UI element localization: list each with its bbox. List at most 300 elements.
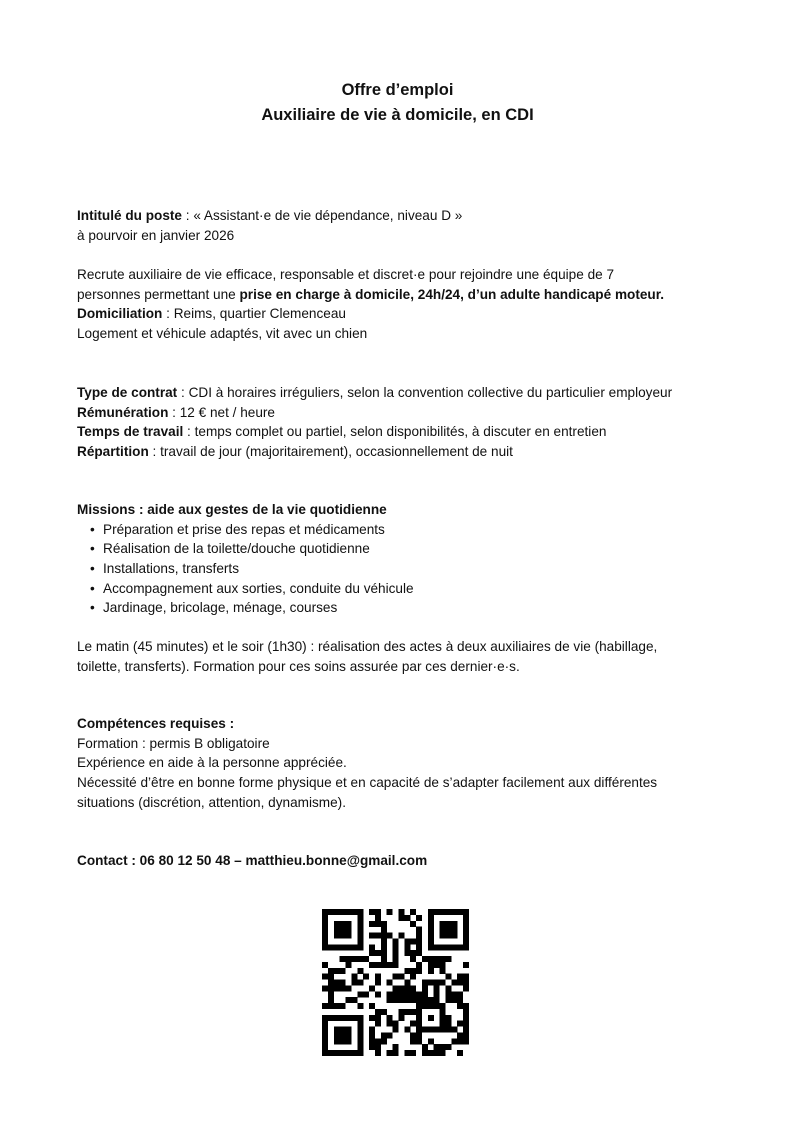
qr-module <box>328 997 334 1003</box>
qr-module <box>340 921 346 927</box>
poste-line <box>77 206 757 226</box>
temps-line <box>77 422 757 442</box>
qr-module <box>334 980 340 986</box>
qr-module <box>457 997 463 1003</box>
qr-module <box>404 997 410 1003</box>
competence-line: Nécessité d’être en bonne forme physique et en capacité de s’adapter facilement aux différentes <box>77 775 658 791</box>
qr-module <box>393 956 399 962</box>
qr-module <box>357 1021 363 1027</box>
qr-module <box>440 968 446 974</box>
qr-module <box>463 985 469 991</box>
qr-module <box>393 985 399 991</box>
qr-module <box>428 962 434 968</box>
qr-module <box>393 950 399 956</box>
qr-module <box>451 927 457 933</box>
document-subtitle: Auxiliaire de vie à domicile, en CDI <box>261 106 534 124</box>
qr-module <box>404 915 410 921</box>
qr-module <box>440 1027 446 1033</box>
qr-code-icon[interactable] <box>322 909 469 1056</box>
qr-module <box>440 1021 446 1027</box>
section-contrat <box>77 383 757 462</box>
qr-module <box>428 1038 434 1044</box>
repartition-value: travail de jour (majoritairement), occasionnellement de nuit <box>160 444 513 460</box>
qr-module <box>375 950 381 956</box>
qr-module <box>463 927 469 933</box>
qr-module <box>463 921 469 927</box>
qr-module <box>363 956 369 962</box>
qr-module <box>381 933 387 939</box>
qr-module <box>381 1038 387 1044</box>
missions-list <box>77 520 757 618</box>
repartition-label: Répartition <box>77 444 149 460</box>
qr-module <box>393 938 399 944</box>
qr-module <box>369 1038 375 1044</box>
contact-info: Contact : 06 80 12 50 48 – matthieu.bonne@gmail.com <box>77 853 428 868</box>
qr-module <box>322 1050 328 1056</box>
qr-module <box>346 997 352 1003</box>
contrat-type-line <box>77 383 757 403</box>
qr-module <box>428 1050 434 1056</box>
qr-module <box>463 1003 469 1009</box>
section-poste <box>77 206 757 245</box>
description-line-2 <box>77 285 757 305</box>
qr-module <box>422 1044 428 1050</box>
qr-module <box>346 1050 352 1056</box>
qr-module <box>357 921 363 927</box>
qr-module <box>428 968 434 974</box>
qr-module <box>416 938 422 944</box>
qr-module <box>340 933 346 939</box>
qr-module <box>340 1003 346 1009</box>
qr-module <box>357 927 363 933</box>
qr-module <box>398 933 404 939</box>
qr-module <box>322 909 328 915</box>
qr-module <box>393 997 399 1003</box>
qr-module <box>457 944 463 950</box>
qr-module <box>340 1032 346 1038</box>
qr-module <box>328 1003 334 1009</box>
qr-module <box>369 909 375 915</box>
qr-module <box>369 921 375 927</box>
qr-module <box>463 1009 469 1015</box>
qr-module <box>404 1050 410 1056</box>
qr-module <box>410 1009 416 1015</box>
qr-module <box>463 1015 469 1021</box>
qr-module <box>440 1044 446 1050</box>
qr-module <box>398 974 404 980</box>
qr-module <box>416 1003 422 1009</box>
section-contact <box>77 851 757 871</box>
qr-module <box>328 980 334 986</box>
qr-module <box>422 1003 428 1009</box>
qr-module <box>322 974 328 980</box>
qr-module <box>422 1027 428 1033</box>
qr-module <box>416 968 422 974</box>
temps-label: Temps de travail <box>77 424 184 440</box>
poste-label: Intitulé du poste <box>77 208 182 223</box>
bullet-icon: • <box>90 600 95 616</box>
qr-module <box>357 956 363 962</box>
qr-module <box>410 1038 416 1044</box>
poste-value: « Assistant·e de vie dépendance, niveau D » <box>193 208 463 223</box>
qr-module <box>375 909 381 915</box>
qr-module <box>357 944 363 950</box>
qr-module <box>375 915 381 921</box>
qr-module <box>445 1027 451 1033</box>
qr-module <box>322 962 328 968</box>
qr-module <box>434 962 440 968</box>
qr-module <box>357 909 363 915</box>
qr-module <box>346 1038 352 1044</box>
qr-module <box>322 927 328 933</box>
qr-module <box>375 1009 381 1015</box>
qr-module <box>434 1027 440 1033</box>
qr-module <box>369 944 375 950</box>
soins-line-2: toilette, transferts). Formation pour ces soins assurée par ces dernier·e·s. <box>77 658 520 674</box>
qr-module <box>351 1050 357 1056</box>
qr-module <box>322 938 328 944</box>
qr-module <box>393 991 399 997</box>
qr-module <box>440 980 446 986</box>
mission-text: Installations, transferts <box>103 561 239 577</box>
qr-module <box>445 933 451 939</box>
contrat-type-value: CDI à horaires irréguliers, selon la convention collective du particulier employeur <box>188 385 673 400</box>
qr-module <box>381 921 387 927</box>
qr-module <box>346 921 352 927</box>
qr-module <box>393 1044 399 1050</box>
qr-module <box>340 1015 346 1021</box>
qr-module <box>346 1015 352 1021</box>
qr-module <box>410 974 416 980</box>
qr-module <box>457 1003 463 1009</box>
qr-module <box>434 1003 440 1009</box>
qr-module <box>357 991 363 997</box>
qr-module <box>393 944 399 950</box>
qr-module <box>428 921 434 927</box>
qr-module <box>322 1003 328 1009</box>
qr-module <box>463 915 469 921</box>
qr-module <box>340 980 346 986</box>
qr-module <box>346 933 352 939</box>
qr-module <box>428 1027 434 1033</box>
qr-module <box>363 974 369 980</box>
qr-module <box>434 985 440 991</box>
remuneration-label: Rémunération <box>77 404 169 420</box>
description-line-2-start: personnes permettant une <box>77 286 240 302</box>
qr-module <box>445 956 451 962</box>
qr-module <box>334 1032 340 1038</box>
qr-module <box>375 962 381 968</box>
qr-module <box>451 1038 457 1044</box>
qr-module <box>463 980 469 986</box>
qr-module <box>451 909 457 915</box>
qr-module <box>369 933 375 939</box>
qr-module <box>445 1044 451 1050</box>
qr-module <box>416 1027 422 1033</box>
qr-module <box>381 956 387 962</box>
qr-module <box>357 938 363 944</box>
qr-module <box>416 915 422 921</box>
mission-text: Jardinage, bricolage, ménage, courses <box>103 600 338 616</box>
qr-module <box>434 909 440 915</box>
qr-module <box>416 950 422 956</box>
qr-module <box>340 968 346 974</box>
qr-module <box>463 1032 469 1038</box>
qr-module <box>445 944 451 950</box>
qr-module <box>404 944 410 950</box>
qr-module <box>416 1009 422 1015</box>
list-item <box>77 579 757 599</box>
qr-module <box>375 1015 381 1021</box>
qr-module <box>369 1044 375 1050</box>
domiciliation-label: Domiciliation <box>77 306 163 322</box>
qr-module <box>328 985 334 991</box>
qr-module <box>369 962 375 968</box>
qr-module <box>381 950 387 956</box>
qr-module <box>410 968 416 974</box>
qr-module <box>381 927 387 933</box>
qr-module <box>387 991 393 997</box>
qr-module <box>393 1050 399 1056</box>
qr-module <box>369 1015 375 1021</box>
qr-module <box>457 974 463 980</box>
qr-module <box>445 927 451 933</box>
qr-module <box>410 921 416 927</box>
qr-module <box>322 933 328 939</box>
qr-module <box>351 1015 357 1021</box>
description-line-1: Recrute auxiliaire de vie efficace, responsable et discret·e pour rejoindre une équipe de 7 <box>77 267 615 282</box>
qr-module <box>375 1038 381 1044</box>
qr-module <box>322 985 328 991</box>
qr-module <box>416 944 422 950</box>
qr-module <box>404 1027 410 1033</box>
qr-module <box>340 927 346 933</box>
qr-module <box>428 909 434 915</box>
qr-module <box>451 980 457 986</box>
qr-module <box>457 991 463 997</box>
qr-module <box>381 944 387 950</box>
qr-module <box>334 985 340 991</box>
qr-module <box>404 950 410 956</box>
qr-module <box>322 1021 328 1027</box>
qr-module <box>322 1015 328 1021</box>
qr-module <box>428 980 434 986</box>
qr-module <box>351 956 357 962</box>
qr-module <box>451 921 457 927</box>
qr-module <box>445 991 451 997</box>
qr-module <box>445 1015 451 1021</box>
qr-module <box>328 909 334 915</box>
competences-heading: Compétences requises : <box>77 716 235 731</box>
qr-module <box>451 991 457 997</box>
qr-module <box>410 909 416 915</box>
qr-module <box>334 1050 340 1056</box>
qr-module <box>463 962 469 968</box>
qr-module <box>393 962 399 968</box>
qr-module <box>322 921 328 927</box>
qr-module <box>369 1027 375 1033</box>
qr-module <box>387 980 393 986</box>
domiciliation-line <box>77 304 757 324</box>
repartition-line <box>77 442 757 462</box>
qr-module <box>322 1027 328 1033</box>
qr-module <box>416 962 422 968</box>
qr-module <box>375 921 381 927</box>
qr-module <box>422 956 428 962</box>
qr-module <box>451 944 457 950</box>
qr-module <box>451 933 457 939</box>
bullet-icon: • <box>90 541 95 557</box>
qr-module <box>387 1032 393 1038</box>
qr-module <box>463 1027 469 1033</box>
bullet-icon: • <box>90 561 95 577</box>
qr-module <box>328 944 334 950</box>
qr-module <box>334 1027 340 1033</box>
qr-module <box>357 980 363 986</box>
qr-module <box>428 1015 434 1021</box>
qr-module <box>404 985 410 991</box>
qr-module <box>357 1044 363 1050</box>
qr-module <box>416 933 422 939</box>
qr-module <box>445 921 451 927</box>
qr-module <box>322 1032 328 1038</box>
qr-module <box>445 909 451 915</box>
qr-module <box>404 991 410 997</box>
qr-module <box>357 1015 363 1021</box>
qr-module <box>357 968 363 974</box>
qr-module <box>434 956 440 962</box>
qr-module <box>410 991 416 997</box>
qr-module <box>422 985 428 991</box>
qr-module <box>398 985 404 991</box>
qr-module <box>410 950 416 956</box>
qr-module <box>428 938 434 944</box>
qr-module <box>451 997 457 1003</box>
qr-module <box>434 1050 440 1056</box>
qr-module <box>451 1027 457 1033</box>
qr-module <box>416 991 422 997</box>
qr-module <box>369 1032 375 1038</box>
qr-module <box>369 950 375 956</box>
qr-module <box>457 1021 463 1027</box>
qr-module <box>387 1050 393 1056</box>
qr-module <box>357 915 363 921</box>
qr-module <box>346 985 352 991</box>
qr-module <box>393 1027 399 1033</box>
qr-module <box>440 1003 446 1009</box>
qr-module <box>422 980 428 986</box>
qr-module <box>428 944 434 950</box>
qr-module <box>328 991 334 997</box>
qr-module <box>434 944 440 950</box>
section-soins <box>77 637 757 676</box>
qr-module <box>463 974 469 980</box>
qr-module <box>440 927 446 933</box>
qr-module <box>428 933 434 939</box>
qr-module <box>440 921 446 927</box>
qr-module <box>457 909 463 915</box>
qr-module <box>363 991 369 997</box>
competence-line: Expérience en aide à la personne appréciée. <box>77 755 347 771</box>
qr-module <box>404 968 410 974</box>
remuneration-value: 12 € net / heure <box>179 404 275 420</box>
qr-module <box>346 962 352 968</box>
qr-module <box>440 909 446 915</box>
qr-module <box>440 944 446 950</box>
qr-module <box>334 927 340 933</box>
temps-value: temps complet ou partiel, selon disponibilités, à discuter en entretien <box>194 424 607 440</box>
logement-line: Logement et véhicule adaptés, vit avec un chien <box>77 326 368 342</box>
qr-module <box>434 997 440 1003</box>
document-title: Offre d’emploi <box>341 81 454 99</box>
qr-module <box>410 997 416 1003</box>
qr-module <box>334 1038 340 1044</box>
qr-module <box>357 933 363 939</box>
qr-module <box>346 1027 352 1033</box>
qr-module <box>334 909 340 915</box>
qr-module <box>381 962 387 968</box>
qr-module <box>381 1009 387 1015</box>
list-item <box>77 520 757 540</box>
competence-line: Formation : permis B obligatoire <box>77 735 270 751</box>
qr-module <box>328 1015 334 1021</box>
qr-module <box>340 909 346 915</box>
qr-module <box>410 985 416 991</box>
qr-module <box>410 938 416 944</box>
description-highlight: prise en charge à domicile, 24h/24, d’un adulte handicapé moteur. <box>239 286 665 302</box>
qr-module <box>410 1021 416 1027</box>
qr-module <box>457 1038 463 1044</box>
qr-module <box>398 909 404 915</box>
qr-module <box>357 1038 363 1044</box>
qr-module <box>351 974 357 980</box>
qr-module <box>340 944 346 950</box>
qr-module <box>351 944 357 950</box>
qr-module <box>387 909 393 915</box>
qr-module <box>340 1050 346 1056</box>
qr-module <box>410 1050 416 1056</box>
qr-module <box>398 1015 404 1021</box>
qr-module <box>434 991 440 997</box>
qr-module <box>357 1003 363 1009</box>
qr-module <box>463 933 469 939</box>
qr-module <box>381 938 387 944</box>
qr-module <box>328 1050 334 1056</box>
qr-module <box>440 962 446 968</box>
qr-module <box>416 1032 422 1038</box>
qr-module <box>393 1021 399 1027</box>
qr-module <box>340 985 346 991</box>
qr-module <box>398 997 404 1003</box>
qr-module <box>463 944 469 950</box>
qr-module <box>463 938 469 944</box>
competence-line: situations (discrétion, attention, dynamisme). <box>77 794 346 810</box>
qr-module <box>387 1015 393 1021</box>
qr-module <box>351 909 357 915</box>
qr-module <box>393 974 399 980</box>
contrat-sep: : <box>177 385 189 400</box>
poste-date: à pourvoir en janvier 2026 <box>77 227 235 243</box>
qr-module <box>398 991 404 997</box>
section-description <box>77 265 757 344</box>
mission-text: Préparation et prise des repas et médicaments <box>103 521 385 537</box>
contrat-sep: : <box>168 404 180 420</box>
domiciliation-value: Reims, quartier Clemenceau <box>173 306 346 322</box>
qr-module <box>416 1038 422 1044</box>
qr-module <box>445 997 451 1003</box>
qr-module <box>340 956 346 962</box>
qr-module <box>387 962 393 968</box>
